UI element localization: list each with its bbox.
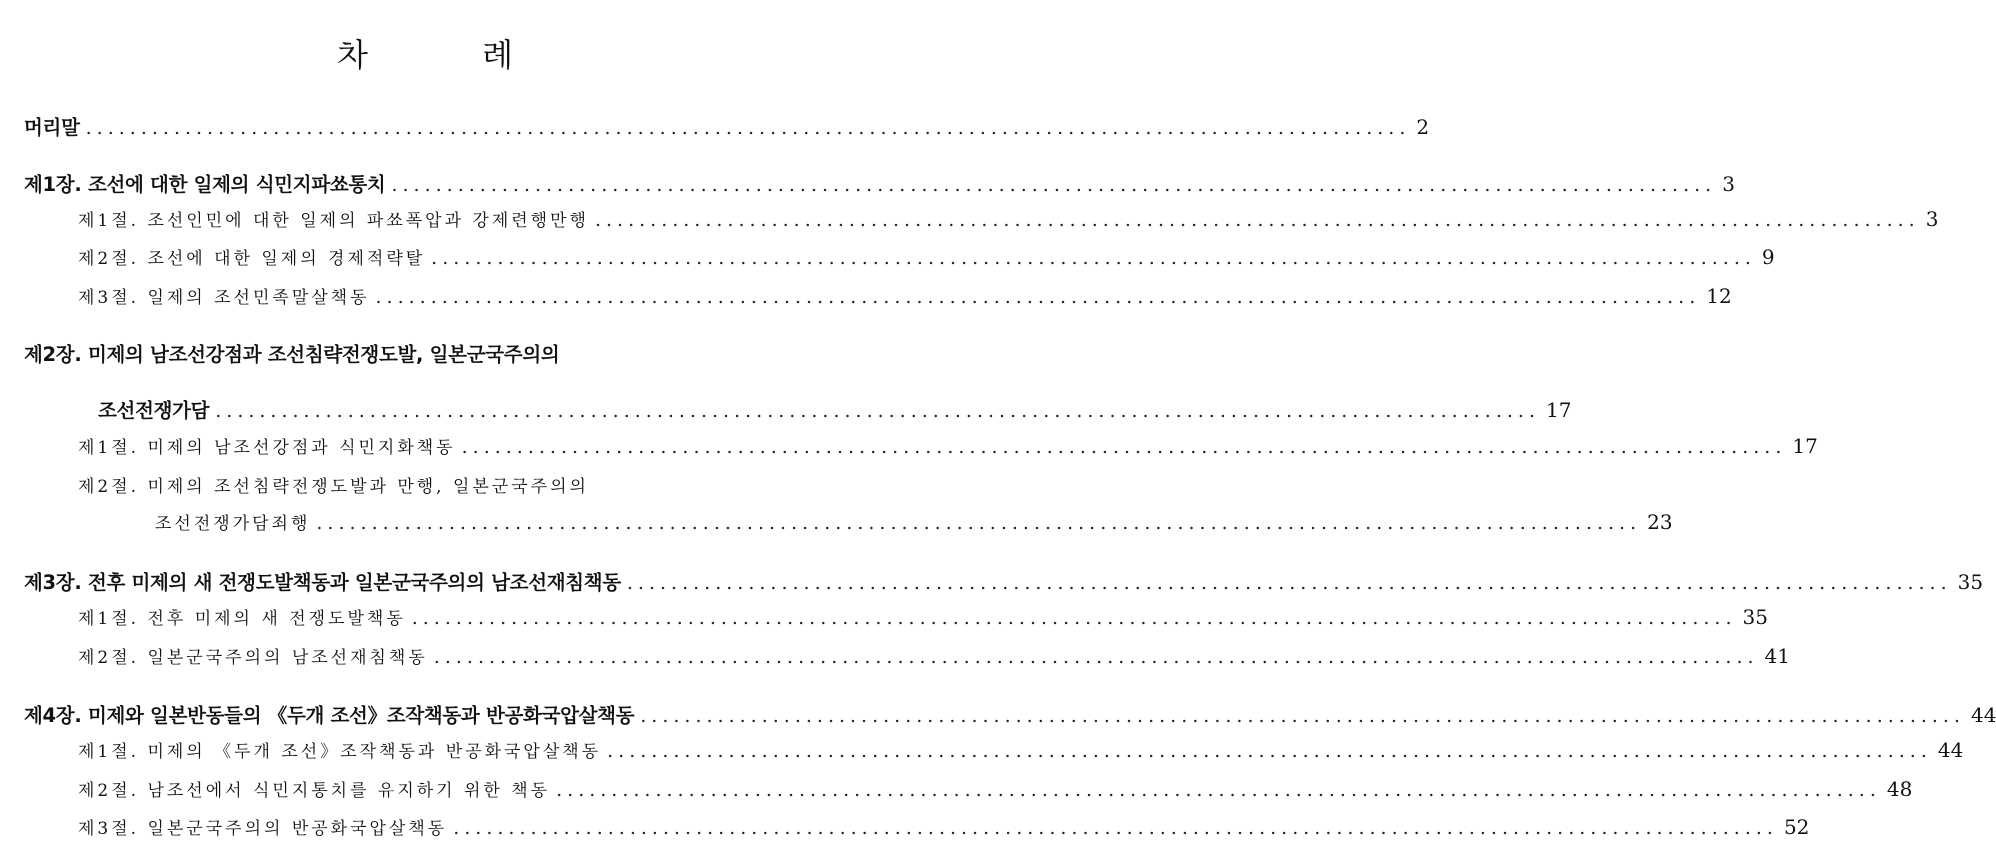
toc-entry-label: 제3절. 일본군국주의의 반공화국압살책동 xyxy=(78,819,448,839)
dot-leader: ........................................................................................................................ xyxy=(594,209,1920,231)
toc-page-number: 12 xyxy=(1706,284,1732,308)
toc-entry-preface[interactable] xyxy=(24,112,1430,140)
toc-entry-label: 제1장. 조선에 대한 일제의 식민지파쑈통치 xyxy=(24,173,386,196)
toc-page-number: 17 xyxy=(1792,434,1818,458)
toc-entry-label: 제2장. 미제의 남조선강점과 조선침략전쟁도발, 일본군국주의의 xyxy=(24,343,560,366)
toc-page-number: 52 xyxy=(1783,815,1810,839)
toc-page-number: 3 xyxy=(1925,207,1939,231)
toc-entry-label: 제2절. 남조선에서 식민지통치를 유지하기 위한 책동 xyxy=(78,781,551,801)
toc-page-number: 2 xyxy=(1416,115,1430,139)
toc-page-number: 44 xyxy=(1937,738,1964,762)
toc-page-number: 23 xyxy=(1647,510,1673,534)
toc-entry-section-4-3[interactable] xyxy=(78,814,1810,842)
toc-entry-label: 제1절. 전후 미제의 새 전쟁도발책동 xyxy=(78,609,406,629)
toc-entry-label: 제1절. 미제의 《두개 조선》조작책동과 반공화국압살책동 xyxy=(78,742,602,762)
toc-entry-label-continued: 조선전쟁가담 xyxy=(98,399,210,422)
toc-entry-label: 제1절. 조선인민에 대한 일제의 파쑈폭압과 강제련행만행 xyxy=(78,211,589,231)
toc-entry-chapter-2[interactable] xyxy=(24,339,559,367)
dot-leader: ........................................................................................................................ xyxy=(626,572,1952,594)
toc-entry-label: 제2절. 일본군국주의의 남조선재침책동 xyxy=(78,648,428,668)
toc-page-number: 17 xyxy=(1545,398,1572,422)
dot-leader: ........................................................................................................................ xyxy=(375,286,1701,308)
toc-entry-chapter-4[interactable] xyxy=(24,700,1996,728)
toc-entry-label: 제3장. 전후 미제의 새 전쟁도발책동과 일본군국주의의 남조선재침책동 xyxy=(24,571,621,594)
toc-entry-label-continued: 조선전쟁가담죄행 xyxy=(155,514,311,534)
toc-entry-label: 제1절. 미제의 남조선강점과 식민지화책동 xyxy=(78,438,456,458)
toc-entry-section-4-2[interactable] xyxy=(78,776,1913,804)
dot-leader: ........................................................................................................................ xyxy=(215,400,1540,422)
toc-entry-label: 제4장. 미제와 일본반동들의 《두개 조선》조작책동과 반공화국압살책동 xyxy=(24,704,635,727)
toc-page-number: 44 xyxy=(1971,703,1996,727)
toc-entry-label: 머리말 xyxy=(24,116,80,139)
dot-leader: ........................................................................................................................ xyxy=(433,646,1759,668)
toc-entry-section-1-2[interactable] xyxy=(78,244,1775,272)
toc-entry-section-2-2-continued[interactable] xyxy=(155,509,1673,537)
dot-leader: ........................................................................................................................ xyxy=(461,436,1787,458)
toc-entry-label: 제2절. 조선에 대한 일제의 경제적략탈 xyxy=(78,249,426,269)
toc-entry-chapter-2-continued[interactable] xyxy=(98,395,1572,423)
dot-leader: ........................................................................................................................ xyxy=(607,740,1932,762)
dot-leader: ........................................................................................................................ xyxy=(431,247,1756,269)
toc-page-number: 9 xyxy=(1761,245,1775,269)
toc-entry-section-1-1[interactable] xyxy=(78,206,1939,234)
toc-page-number: 41 xyxy=(1764,644,1790,668)
dot-leader: ........................................................................................................................ xyxy=(316,512,1642,534)
toc-entry-section-2-1[interactable] xyxy=(78,433,1818,461)
toc-page-number: 48 xyxy=(1886,777,1913,801)
toc-entry-chapter-1[interactable] xyxy=(24,169,1735,197)
dot-leader: ........................................................................................................................ xyxy=(453,817,1778,839)
toc-entry-chapter-3[interactable] xyxy=(24,567,1984,595)
toc-page-number: 35 xyxy=(1742,605,1768,629)
dot-leader: ........................................................................................................................ xyxy=(85,117,1411,139)
dot-leader: ........................................................................................................................ xyxy=(411,607,1737,629)
page-title: 차 례 xyxy=(337,36,565,74)
toc-entry-section-1-3[interactable] xyxy=(78,283,1732,311)
dot-leader: ........................................................................................................................ xyxy=(640,705,1966,727)
toc-entry-section-3-1[interactable] xyxy=(78,604,1768,632)
toc-entry-section-2-2[interactable] xyxy=(78,472,589,497)
dot-leader: ........................................................................................................................ xyxy=(391,174,1717,196)
toc-entry-section-3-2[interactable] xyxy=(78,643,1790,671)
toc-page-number: 35 xyxy=(1957,570,1984,594)
toc-entry-label: 제3절. 일제의 조선민족말살책동 xyxy=(78,288,370,308)
dot-leader: ........................................................................................................................ xyxy=(556,779,1881,801)
toc-entry-section-4-1[interactable] xyxy=(78,737,1964,765)
toc-entry-label: 제2절. 미제의 조선침략전쟁도발과 만행, 일본군국주의의 xyxy=(78,477,589,497)
toc-page-number: 3 xyxy=(1722,172,1735,196)
